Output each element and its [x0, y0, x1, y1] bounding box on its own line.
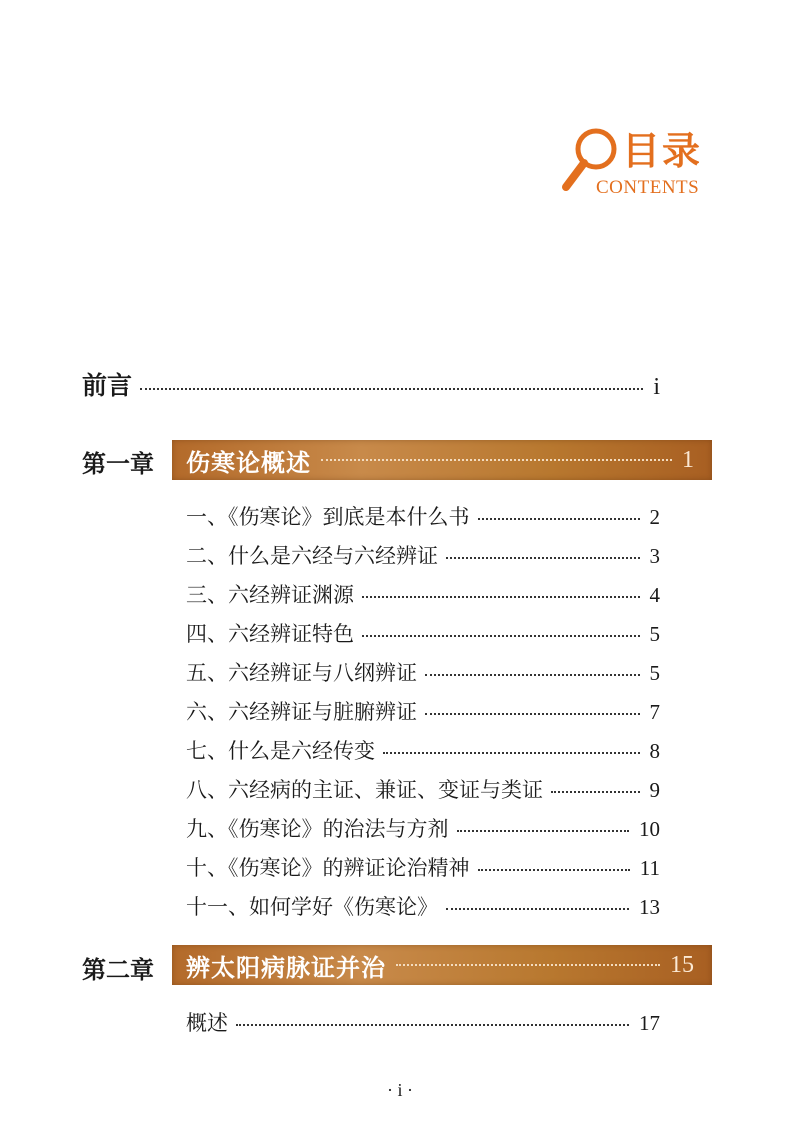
page-number: 7	[649, 700, 660, 724]
chapter-title: 辨太阳病脉证并治	[186, 952, 386, 982]
page-number: 10	[639, 817, 660, 841]
toc-entry[interactable]	[186, 657, 660, 687]
toc-entry[interactable]	[186, 579, 660, 609]
dot-leader	[446, 557, 640, 559]
toc-entry[interactable]	[186, 852, 660, 882]
page-number: 2	[649, 505, 660, 529]
page-number: 5	[649, 661, 660, 685]
dot-leader	[425, 674, 640, 676]
toc-entry[interactable]	[186, 813, 660, 843]
dot-leader	[321, 459, 672, 461]
page-folio: · i ·	[387, 1080, 413, 1100]
entry-title: 概述	[186, 1011, 228, 1035]
entry-title: 一、《伤寒论》到底是本什么书	[186, 505, 470, 529]
entry-title: 八、六经病的主证、兼证、变证与类证	[186, 778, 543, 802]
chapter-label: 第一章	[82, 449, 154, 478]
dot-leader	[362, 596, 640, 598]
chapter-heading-bar[interactable]	[172, 945, 712, 985]
page-number: 17	[639, 1011, 660, 1035]
chapter-title: 伤寒论概述	[186, 447, 311, 477]
preface-label: 前言	[82, 371, 133, 400]
preface-entry[interactable]	[82, 366, 660, 402]
dot-leader	[478, 518, 640, 520]
toc-entry[interactable]	[186, 735, 660, 765]
entry-title: 三、六经辨证渊源	[186, 583, 354, 607]
toc-entry[interactable]	[186, 774, 660, 804]
page-number: i	[653, 374, 660, 400]
dot-leader	[383, 752, 640, 754]
toc-header	[560, 125, 730, 215]
toc-entry[interactable]	[186, 618, 660, 648]
chapter-heading-bar[interactable]	[172, 440, 712, 480]
page-number: 4	[649, 583, 660, 607]
page-number: 11	[639, 856, 660, 880]
page-number: 9	[649, 778, 660, 802]
entry-title: 二、什么是六经与六经辨证	[186, 544, 438, 568]
toc-entry[interactable]	[186, 891, 660, 921]
entry-title: 五、六经辨证与八纲辨证	[186, 661, 417, 685]
dot-leader	[446, 908, 629, 910]
toc-title: 目录	[622, 129, 703, 173]
entry-title: 六、六经辨证与脏腑辨证	[186, 700, 417, 724]
page-number: 1	[682, 446, 694, 473]
entry-title: 九、《伤寒论》的治法与方剂	[186, 817, 449, 841]
page-number: 8	[649, 739, 660, 763]
entry-title: 十、《伤寒论》的辨证论治精神	[186, 856, 470, 880]
dot-leader	[362, 635, 640, 637]
toc-subtitle: CONTENTS	[596, 177, 700, 198]
chapter-label: 第二章	[82, 955, 154, 984]
toc-entry[interactable]	[186, 540, 660, 570]
toc-entry[interactable]	[186, 1007, 660, 1037]
entry-title: 十一、如何学好《伤寒论》	[186, 895, 438, 919]
toc-entry[interactable]	[186, 696, 660, 726]
page-number: 15	[670, 951, 694, 978]
dot-leader	[140, 388, 643, 390]
page-number: 13	[639, 895, 660, 919]
page-number: 5	[649, 622, 660, 646]
page-number: 3	[649, 544, 660, 568]
entry-title: 四、六经辨证特色	[186, 622, 354, 646]
dot-leader	[478, 869, 630, 871]
dot-leader	[457, 830, 630, 832]
entry-title: 七、什么是六经传变	[186, 739, 375, 763]
dot-leader	[551, 791, 640, 793]
toc-entry[interactable]	[186, 501, 660, 531]
dot-leader	[236, 1024, 629, 1026]
dot-leader	[425, 713, 640, 715]
dot-leader	[396, 964, 660, 966]
